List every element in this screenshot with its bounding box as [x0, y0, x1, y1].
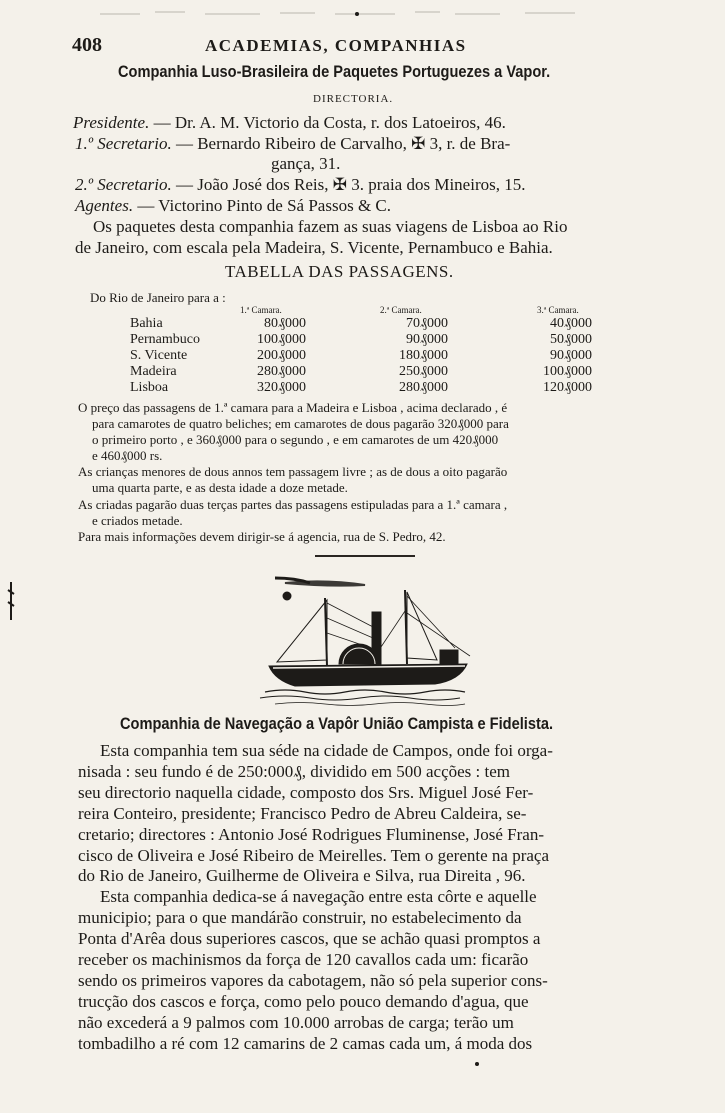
paragraph-line: não excederá a 9 palmos com 10.000 arrobas de carga; terão um — [78, 1013, 514, 1032]
fare-3: 90₰000 — [550, 348, 592, 363]
fare-2: 280₰000 — [399, 380, 448, 395]
paragraph-line: do Rio de Janeiro, Guilherme de Oliveira e Silva, rua Direita , 96. — [78, 866, 526, 885]
paragraph-line: cisco de Oliveira e José Ribeiro de Meirelles. Tem o gerente na praça — [78, 846, 550, 865]
paragraph-line: Esta companhia dedica-se á navegação entre esta côrte e aquelle — [100, 887, 537, 906]
destination: Madeira — [130, 364, 177, 379]
officer-details: — Victorino Pinto de Sá Passos & C. — [133, 196, 392, 215]
destination: Lisboa — [130, 380, 169, 395]
section-title-luso-brasileira: Companhia Luso-Brasileira de Paquetes Portuguezes a Vapor. — [118, 62, 551, 81]
binding-mark — [6, 582, 16, 620]
table-intro: Do Rio de Janeiro para a : — [90, 290, 226, 305]
directoria-label: DIRECTORIA. — [313, 93, 394, 105]
note-line: O preço das passagens de 1.ª camara para a Madeira e Lisboa , acima declarado , é — [78, 400, 508, 415]
col-header-3: 3.ª Camara. — [537, 305, 579, 315]
officer-line — [75, 196, 391, 216]
note-line: e criados metade. — [92, 513, 183, 528]
paragraph-line: Esta companhia tem sua séde na cidade de Campos, onde foi orga- — [100, 741, 553, 760]
fare-1: 280₰000 — [257, 364, 306, 379]
paragraph-line: receber os machinismos da força de 120 cavallos cada um: ficarão — [78, 950, 529, 969]
paragraph-line: nisada : seu fundo é de 250:000₰, dividido em 500 acções : tem — [78, 762, 510, 781]
fare-3: 120₰000 — [543, 380, 592, 395]
fare-1: 100₰000 — [257, 332, 306, 347]
officer-role: 2.º Secretario. — [75, 175, 172, 194]
destination: Pernambuco — [130, 332, 200, 347]
note-line: As crianças menores de dous annos tem passagem livre ; as de dous a oito pagarão — [78, 464, 508, 479]
fare-2: 180₰000 — [399, 348, 448, 363]
fare-1: 200₰000 — [257, 348, 306, 363]
note-line: uma quarta parte, e as desta idade a doze metade. — [92, 480, 348, 495]
note-line: para camarotes de quatro beliches; em camarotes de dous pagarão 320₰000 para — [92, 416, 509, 431]
section-title-uniao-campista: Companhia de Navegação a Vapôr União Campista e Fidelista. — [120, 714, 554, 733]
fare-3: 50₰000 — [550, 332, 592, 347]
table-title: TABELLA DAS PASSAGENS. — [225, 262, 454, 281]
ink-dot — [475, 1062, 479, 1066]
note-line: As criadas pagarão duas terças partes das passagens estipuladas para a 1.ª camara , — [78, 497, 508, 512]
fare-3: 100₰000 — [543, 364, 592, 379]
note-line: e 460₰000 rs. — [92, 448, 163, 463]
bleed-through-marks — [95, 2, 655, 24]
fare-3: 40₰000 — [550, 316, 592, 331]
paragraph-line: municipio; para o que mandárão construir, no estabelecimento da — [78, 908, 522, 927]
fare-2: 90₰000 — [406, 332, 448, 347]
note-line: o primeiro porto , e 360₰000 para o segundo , e em camarotes de um 420₰000 — [92, 432, 499, 447]
officer-line — [75, 134, 510, 154]
fare-1: 320₰000 — [257, 380, 306, 395]
officer-details: — Dr. A. M. Victorio da Costa, r. dos Latoeiros, 46. — [149, 113, 506, 132]
paragraph-line: seu directorio naquella cidade, composto dos Srs. Miguel José Fer- — [78, 783, 534, 802]
note-line: Para mais informações devem dirigir-se á agencia, rua de S. Pedro, 42. — [78, 529, 446, 544]
officer-line — [271, 154, 340, 174]
officer-line — [73, 113, 506, 133]
page-number: 408 — [72, 34, 102, 56]
fare-2: 70₰000 — [406, 316, 448, 331]
officer-details: — Bernardo Ribeiro de Carvalho, ✠ 3, r. de Bra- — [171, 134, 511, 153]
intro-line: Os paquetes desta companhia fazem as suas viagens de Lisboa ao Rio — [93, 217, 568, 236]
officer-role: Agentes. — [75, 196, 134, 215]
paragraph-line: Ponta d'Arêa dous superiores cascos, que se achão quasi promptos a — [78, 929, 541, 948]
paragraph-line: reira Conteiro, presidente; Francisco Pedro de Abreu Caldeira, se- — [78, 804, 527, 823]
destination: S. Vicente — [130, 348, 188, 363]
paragraph-line: trucção dos cascos e força, como pelo pouco demando d'agua, que — [78, 992, 529, 1011]
fare-2: 250₰000 — [399, 364, 448, 379]
col-header-1: 1.ª Camara. — [240, 305, 282, 315]
steamship-engraving — [255, 568, 485, 708]
officer-details: gança, 31. — [271, 154, 341, 173]
officer-line — [75, 175, 525, 195]
destination: Bahia — [130, 316, 163, 331]
separator-rule — [315, 555, 415, 557]
officer-role: Presidente. — [73, 113, 150, 132]
paragraph-line: cretario; directores : Antonio José Rodrigues Fluminense, José Fran- — [78, 825, 544, 844]
officer-details: — João José dos Reis, ✠ 3. praia dos Mineiros, 15. — [171, 175, 526, 194]
intro-line: de Janeiro, com escala pela Madeira, S. Vicente, Pernambuco e Bahia. — [75, 238, 553, 257]
fare-1: 80₰000 — [264, 316, 306, 331]
running-title: ACADEMIAS, COMPANHIAS — [205, 36, 467, 55]
paragraph-line: sendo os primeiros vapores da cabotagem, não só pela superior cons- — [78, 971, 548, 990]
paragraph-line: tombadilho a ré com 12 camarins de 2 camas cada um, á moda dos — [78, 1034, 533, 1053]
col-header-2: 2.ª Camara. — [380, 305, 422, 315]
officer-role: 1.º Secretario. — [75, 134, 172, 153]
